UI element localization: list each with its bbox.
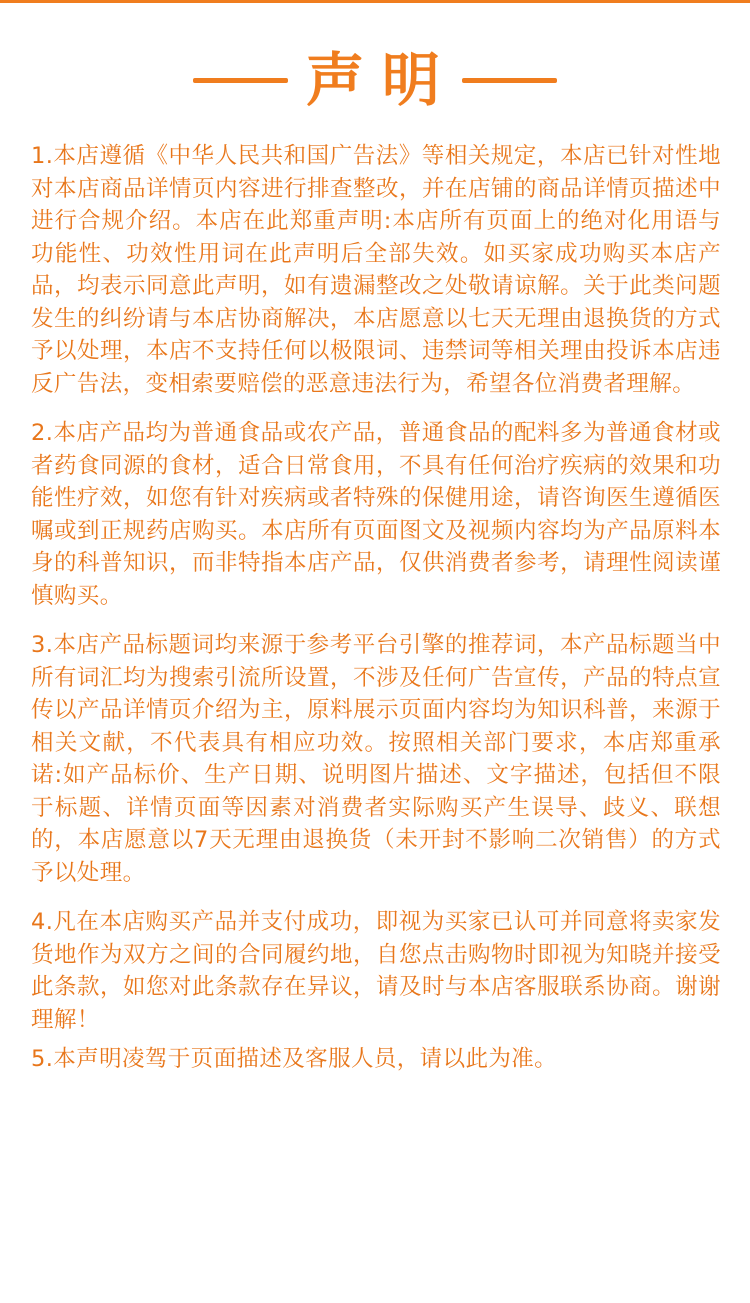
page-title: 声明 [305, 46, 458, 114]
title-left-line [193, 78, 288, 83]
header [0, 40, 750, 120]
statement-paragraph-5: 5.本声明凌驾于页面描述及客服人员，请以此为准。 [31, 1046, 558, 1072]
statement-paragraph-2: 2.本店产品均为普通食品或农产品，普通食品的配料多为普通食材或者药食同源的食材，适合日常食用，不具有任何治疗疾病的效果和功能性疗效，如您有针对疾病或者特殊的保健用途，请咨询医生遵循医嘱或到正规药店购买。本店所有页面图文及视频内容均为产品原料本身的科普知识，而非特指本店产品，仅供消费者参考，请理性阅读谨慎购买。 [31, 420, 721, 609]
statement-paragraph-3: 3.本店产品标题词均来源于参考平台引擎的推荐词，本产品标题当中所有词汇均为搜索引流所设置，不涉及任何广告宣传，产品的特点宣传以产品详情页介绍为主，原料展示页面内容均为知识科普，来源于相关文献，不代表具有相应功效。按照相关部门要求，本店郑重承诺:如产品标价、生产日期、说明图片描述、文字描述，包括但不限于标题、详情页面等因素对消费者实际购买产生误导、歧义、联想的，本店愿意以7天无理由退换货（未开封不影响二次销售）的方式予以处理。 [31, 632, 721, 886]
top-rule [0, 0, 750, 3]
statement-paragraph-1: 1.本店遵循《中华人民共和国广告法》等相关规定，本店已针对性地对本店商品详情页内容进行排查整改，并在店铺的商品详情页描述中进行合规介绍。本店在此郑重声明:本店所有页面上的绝对化用语与功能性、功效性用词在此声明后全部失效。如买家成功购买本店产品，均表示同意此声明，如有遗漏整改之处敬请谅解。关于此类问题发生的纠纷请与本店协商解决，本店愿意以七天无理由退换货的方式予以处理，本店不支持任何以极限词、违禁词等相关理由投诉本店违反广告法，变相索要赔偿的恶意违法行为，希望各位消费者理解。 [31, 143, 721, 397]
statement-paragraph-4: 4.凡在本店购买产品并支付成功，即视为买家已认可并同意将卖家发货地作为双方之间的合同履约地，自您点击购物时即视为知晓并接受此条款，如您对此条款存在异议，请及时与本店客服联系协商。谢谢理解！ [31, 909, 721, 1033]
title-right-line [462, 78, 557, 83]
statement-content [31, 140, 721, 1076]
